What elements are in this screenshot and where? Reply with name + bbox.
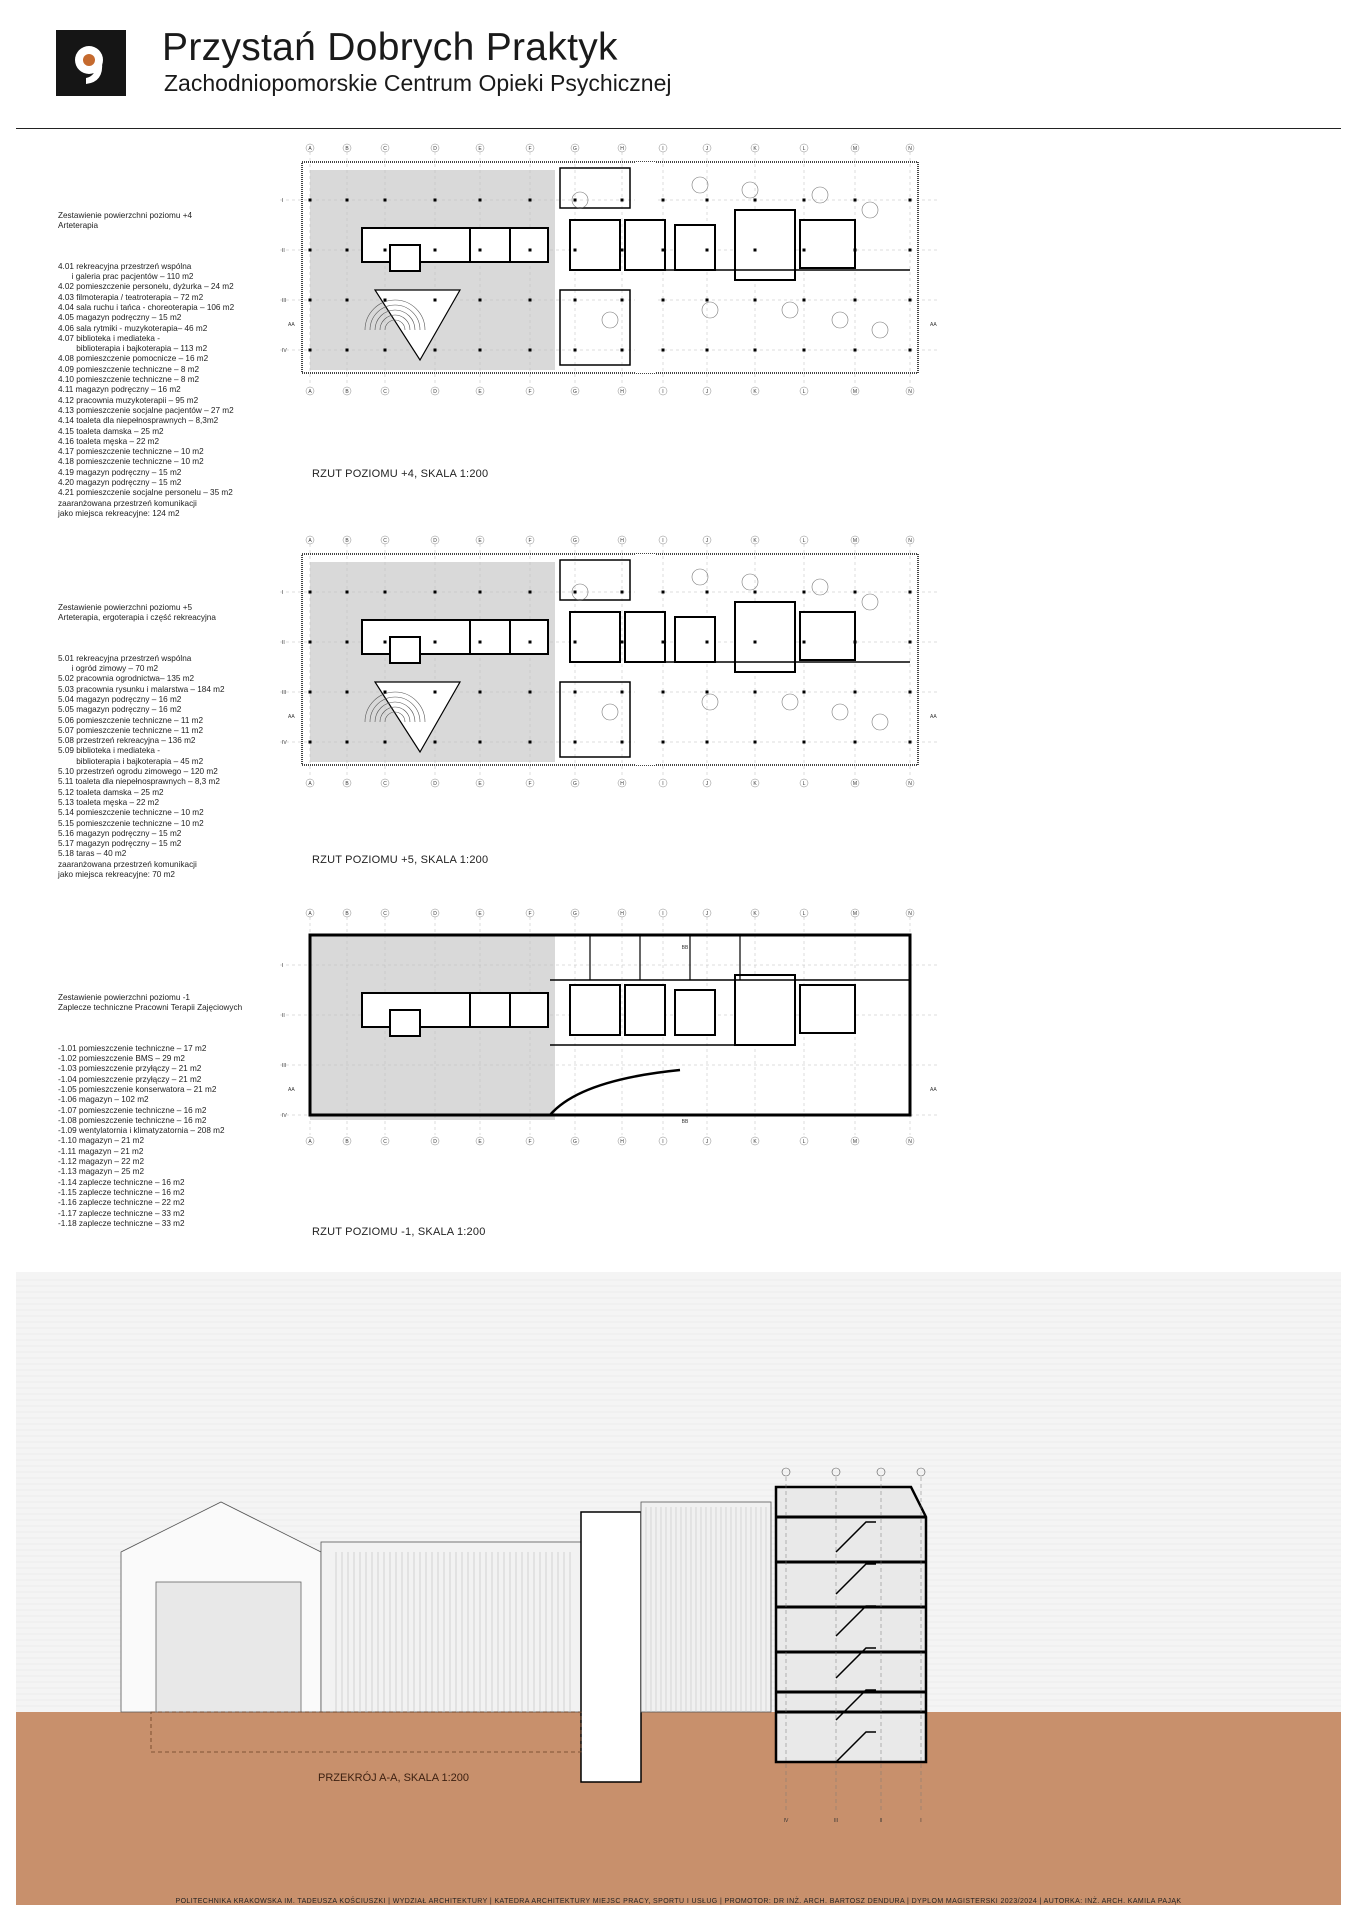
grid-axis-label: G <box>573 911 577 917</box>
structural-column <box>621 591 624 594</box>
section-marker: AA <box>930 322 937 328</box>
section-axis-label: IV <box>783 1818 789 1824</box>
level4-heading: Zestawienie powierzchni poziomu +4 Arteterapia <box>58 210 193 230</box>
structural-column <box>854 199 857 202</box>
grid-axis-label: B <box>345 781 349 787</box>
structural-column <box>621 349 624 352</box>
structural-column <box>662 591 665 594</box>
grid-axis-label: K <box>753 389 757 395</box>
structural-column <box>529 691 532 694</box>
grid-axis-label: I <box>662 538 664 544</box>
grid-axis-label: N <box>908 538 912 544</box>
structural-column <box>479 349 482 352</box>
structural-column <box>346 299 349 302</box>
grid-axis-label: B <box>345 146 349 152</box>
structural-column <box>754 299 757 302</box>
grid-axis-label: A <box>308 1139 312 1145</box>
structural-column <box>854 741 857 744</box>
grid-axis-label: C <box>383 781 387 787</box>
grid-axis-label: D <box>433 1139 437 1145</box>
room-wall <box>510 993 548 1027</box>
structural-column <box>529 641 532 644</box>
structural-column <box>574 249 577 252</box>
structural-column <box>803 299 806 302</box>
structural-column <box>529 349 532 352</box>
section-drawing <box>16 1272 1341 1905</box>
section-marker: BB <box>681 945 689 951</box>
grid-axis-label: F <box>528 1139 532 1145</box>
structural-column <box>754 199 757 202</box>
structural-column <box>909 199 912 202</box>
grid-axis-label: C <box>383 1139 387 1145</box>
grid-axis-label: K <box>753 911 757 917</box>
structural-column <box>574 741 577 744</box>
structural-column <box>803 349 806 352</box>
furniture-table <box>862 202 878 218</box>
grid-axis-label: M <box>852 911 858 917</box>
structural-column <box>854 591 857 594</box>
grid-row-label: IV <box>282 1113 287 1119</box>
grid-axis-label: C <box>383 389 387 395</box>
structural-column <box>854 249 857 252</box>
grid-axis-label: F <box>528 538 532 544</box>
structural-column <box>621 691 624 694</box>
structural-column <box>803 691 806 694</box>
grid-row-label: IV <box>282 740 287 746</box>
room-wall <box>560 290 630 365</box>
section-aa <box>16 1272 1341 1905</box>
grid-axis-label: A <box>308 389 312 395</box>
grid-axis-label: M <box>852 389 858 395</box>
structural-column <box>621 641 624 644</box>
furniture-table <box>742 182 758 198</box>
grid-axis-label: A <box>308 781 312 787</box>
structural-column <box>574 691 577 694</box>
grid-axis-label: J <box>705 538 709 544</box>
grid-axis-label: C <box>383 146 387 152</box>
room-wall <box>560 168 630 208</box>
grid-axis-label: N <box>908 146 912 152</box>
structural-column <box>574 641 577 644</box>
room-wall <box>570 985 620 1035</box>
grid-axis-label: I <box>662 389 664 395</box>
plan-level5 <box>280 532 1100 852</box>
structural-column <box>909 349 912 352</box>
structural-column <box>346 741 349 744</box>
structural-column <box>803 641 806 644</box>
furniture-table <box>692 569 708 585</box>
furniture-table <box>832 704 848 720</box>
structural-column <box>909 691 912 694</box>
structural-column <box>706 691 709 694</box>
furniture-table <box>862 594 878 610</box>
grid-axis-label: N <box>908 781 912 787</box>
room-wall <box>470 620 510 654</box>
furniture-table <box>602 312 618 328</box>
grid-axis-label: A <box>308 146 312 152</box>
room-wall <box>675 990 715 1035</box>
grid-axis-label: E <box>478 781 482 787</box>
section-marker: AA <box>288 1087 295 1093</box>
structural-column <box>854 641 857 644</box>
structural-column <box>854 691 857 694</box>
furniture-table <box>702 302 718 318</box>
curved-wall <box>550 1070 680 1115</box>
grid-axis-label: H <box>620 781 624 787</box>
structural-column <box>754 349 757 352</box>
structural-column <box>309 691 312 694</box>
level4-area-list <box>58 190 234 530</box>
grid-axis-label: J <box>705 781 709 787</box>
grid-axis-label: M <box>852 781 858 787</box>
structural-column <box>854 349 857 352</box>
structural-column <box>384 741 387 744</box>
section-marker: BB <box>681 1119 689 1125</box>
structural-column <box>309 249 312 252</box>
grid-axis-label: L <box>802 146 806 152</box>
grid-axis-label: B <box>345 389 349 395</box>
grid-axis-label: N <box>908 389 912 395</box>
floor-plan-level5 <box>280 532 1100 852</box>
structural-column <box>574 199 577 202</box>
structural-column <box>854 299 857 302</box>
structural-column <box>529 199 532 202</box>
grid-axis-label: E <box>478 911 482 917</box>
levelm1-caption: RZUT POZIOMU -1, SKALA 1:200 <box>312 1226 486 1238</box>
structural-column <box>574 591 577 594</box>
grid-axis-label: N <box>908 911 912 917</box>
grid-axis-label: G <box>573 1139 577 1145</box>
structural-column <box>754 741 757 744</box>
structural-column <box>706 299 709 302</box>
grid-axis-label: H <box>620 389 624 395</box>
grid-axis-label: A <box>308 911 312 917</box>
levelm1-items: -1.01 pomieszczenie techniczne – 17 m2 -1.02 pomieszczenie BMS – 29 m2 -1.03 pomieszczenie przyłączy – 21 m2 -1.04 pomieszczenie przyłączy – 21 m2 -1.05 pomieszczenie konserwatora – 21 m2 -1.06 magazyn – 102 m2 -1.07 pomieszczenie techniczne – 16 m2 -1.08 pomieszczenie techniczne – 16 m2 -1.09 wentylatornia i klimatyzatornia – 208 m2 -1.10 magazyn – 21 m2 -1.11 magazyn – 21 m2 -1.12 magazyn – 22 m2 -1.13 magazyn – 25 m2 -1.14 zaplecze techniczne – 16 m2 -1.15 zaplecze techniczne – 16 m2 -1.16 zaplecze techniczne – 22 m2 -1.17 zaplecze techniczne – 33 m2 -1.18 zaplecze techniczne – 33 m2 <box>58 1043 225 1228</box>
structural-column <box>662 349 665 352</box>
header-divider <box>16 128 1341 129</box>
grid-axis-label: M <box>852 538 858 544</box>
room-wall <box>735 975 795 1045</box>
grid-axis-label: I <box>662 146 664 152</box>
levelm1-area-list <box>58 972 242 1239</box>
room-wall <box>560 682 630 757</box>
grid-axis-label: J <box>705 1139 709 1145</box>
grid-axis-label: G <box>573 146 577 152</box>
structural-column <box>434 741 437 744</box>
grid-row-label: I <box>282 963 284 969</box>
structural-column <box>309 349 312 352</box>
structural-column <box>346 691 349 694</box>
section-marker: AA <box>288 322 295 328</box>
section-cut-building <box>776 1487 926 1762</box>
section-marker: AA <box>288 714 295 720</box>
room-wall <box>510 620 548 654</box>
grid-axis-label: M <box>852 146 858 152</box>
structural-column <box>479 641 482 644</box>
structural-column <box>434 199 437 202</box>
grid-axis-label: C <box>383 538 387 544</box>
logo <box>56 30 126 96</box>
structural-column <box>754 591 757 594</box>
grid-axis-label: D <box>433 538 437 544</box>
grid-axis-label: H <box>620 911 624 917</box>
structural-column <box>621 299 624 302</box>
structural-column <box>309 299 312 302</box>
structural-column <box>434 691 437 694</box>
level5-heading: Zestawienie powierzchni poziomu +5 Arteterapia, ergoterapia i część rekreacyjna <box>58 602 216 622</box>
structural-column <box>909 249 912 252</box>
room-wall <box>470 228 510 262</box>
furniture-table <box>782 694 798 710</box>
grid-axis-label: B <box>345 1139 349 1145</box>
furniture-table <box>872 714 888 730</box>
structural-column <box>909 641 912 644</box>
grid-axis-label: E <box>478 389 482 395</box>
section-caption: PRZEKRÓJ A-A, SKALA 1:200 <box>318 1772 470 1784</box>
structural-column <box>706 249 709 252</box>
room-wall <box>800 220 855 268</box>
structural-column <box>346 641 349 644</box>
plan-level4 <box>280 140 1100 460</box>
level5-items: 5.01 rekreacyjna przestrzeń wspólna i ogród zimowy – 70 m2 5.02 pracownia ogrodnictwa– 135 m2 5.03 pracownia rysunku i malarstwa – 184 m2 5.04 magazyn podręczny – 16 m2 5.05 magazyn podręczny – 16 m2 5.06 pomieszczenie techniczne – 11 m2 5.07 pomieszczenie techniczne – 11 m2 5.08 przestrzeń rekreacyjna – 136 m2 5.09 biblioteka i mediateka - biblioterapia i bajkoterapia – 45 m2 5.10 przestrzeń ogrodu zimowego – 120 m2 5.11 toaleta dla niepełnosprawnych – 8,3 m2 5.12 toaleta damska – 25 m2 5.13 toaleta męska – 22 m2 5.14 pomieszczenie techniczne – 10 m2 5.15 pomieszczenie techniczne – 10 m2 5.16 magazyn podręczny – 15 m2 5.17 magazyn podręczny – 15 m2 5.18 taras – 40 m2 zaaranżowana przestrzeń komunikacji jako miejsca rekreacyjne: 70 m2 <box>58 653 225 880</box>
grid-axis-label: J <box>705 146 709 152</box>
vertical-core <box>581 1512 641 1782</box>
grid-axis-label: D <box>433 389 437 395</box>
level4-caption: RZUT POZIOMU +4, SKALA 1:200 <box>312 468 489 480</box>
structural-column <box>384 199 387 202</box>
structural-column <box>909 299 912 302</box>
structural-column <box>621 199 624 202</box>
structural-column <box>529 249 532 252</box>
grid-axis-label: L <box>802 538 806 544</box>
grid-axis-label: A <box>308 538 312 544</box>
structural-column <box>434 591 437 594</box>
structural-column <box>384 591 387 594</box>
page-subtitle: Zachodniopomorskie Centrum Opieki Psychicznej <box>164 70 672 96</box>
room-wall <box>625 612 665 662</box>
grid-axis-label: G <box>573 389 577 395</box>
structural-column <box>384 691 387 694</box>
grid-axis-label: F <box>528 781 532 787</box>
grid-axis-label: K <box>753 146 757 152</box>
structural-column <box>384 641 387 644</box>
grid-row-label: II <box>282 640 285 646</box>
grid-axis-label: J <box>705 389 709 395</box>
grid-axis-label: D <box>433 781 437 787</box>
structural-column <box>909 741 912 744</box>
structural-column <box>346 591 349 594</box>
room-wall <box>570 612 620 662</box>
grid-row-label: II <box>282 1013 285 1019</box>
grid-row-label: III <box>282 690 287 696</box>
grid-axis-label: H <box>620 146 624 152</box>
section-axis-label: III <box>833 1818 839 1824</box>
structural-column <box>621 249 624 252</box>
structural-column <box>803 249 806 252</box>
structural-column <box>309 591 312 594</box>
grid-axis-label: G <box>573 538 577 544</box>
grid-axis-label: C <box>383 911 387 917</box>
furniture-table <box>602 704 618 720</box>
structural-column <box>662 299 665 302</box>
section-marker: AA <box>930 714 937 720</box>
plan-level-minus1 <box>280 905 1100 1225</box>
grid-axis-label: E <box>478 538 482 544</box>
grid-axis-label: H <box>620 1139 624 1145</box>
structural-column <box>479 691 482 694</box>
footer-credits: POLITECHNIKA KRAKOWSKA IM. TADEUSZA KOŚCIUSZKI | WYDZIAŁ ARCHITEKTURY | KATEDRA ARCHITEKTURY MIEJSC PRACY, SPORTU I USŁUG | PROMOTOR: DR INŻ. ARCH. BARTOSZ DENDURA | DYPLOM MAGISTERSKI 2023/2024 | AUTORKA: INŻ. ARCH. KAMILA PAJĄK <box>175 1898 1182 1905</box>
section-axis-label: I <box>920 1818 922 1824</box>
structural-column <box>662 691 665 694</box>
furniture-table <box>872 322 888 338</box>
structural-column <box>346 199 349 202</box>
structural-column <box>479 249 482 252</box>
structural-column <box>754 691 757 694</box>
grid-row-label: IV <box>282 348 287 354</box>
grid-row-label: III <box>282 1063 287 1069</box>
structural-column <box>384 299 387 302</box>
structural-column <box>754 641 757 644</box>
floor-plan-level-minus1 <box>280 905 1100 1225</box>
structural-column <box>706 641 709 644</box>
level4-items: 4.01 rekreacyjna przestrzeń wspólna i galeria prac pacjentów – 110 m2 4.02 pomieszczenie personelu, dyżurka – 24 m2 4.03 filmoterapia / teatroterapia – 72 m2 4.04 sala ruchu i tańca - choreoterapia – 106 m2 4.05 magazyn podręczny – 15 m2 4.06 sala rytmiki - muzykoterapia– 46 m2 4.07 biblioteka i mediateka - biblioterapia i bajkoterapia – 113 m2 4.08 pomieszczenie pomocnicze – 16 m2 4.09 pomieszczenie techniczne – 8 m2 4.10 pomieszczenie techniczne – 8 m2 4.11 magazyn podręczny – 16 m2 4.12 pracownia muzykoterapii – 95 m2 4.13 pomieszczenie socjalne pacjentów – 27 m2 4.14 toaleta dla niepełnosprawnych – 8,3m2 4.15 toaleta damska – 25 m2 4.16 toaleta męska – 22 m2 4.17 pomieszczenie techniczne – 10 m2 4.18 pomieszczenie techniczne – 10 m2 4.19 magazyn podręczny – 15 m2 4.20 magazyn podręczny – 15 m2 4.21 pomieszczenie socjalne personelu – 35 m2 zaaranżowana przestrzeń komunikacji jako miejsca rekreacyjne: 124 m2 <box>58 261 235 518</box>
levelm1-heading: Zestawienie powierzchni poziomu -1 Zaplecze techniczne Pracowni Terapii Zajęciowych <box>58 992 243 1012</box>
room-wall <box>470 993 510 1027</box>
room-wall <box>675 617 715 662</box>
grid-axis-label: K <box>753 1139 757 1145</box>
structural-column <box>434 299 437 302</box>
header <box>0 0 1357 130</box>
structural-column <box>384 349 387 352</box>
structural-column <box>706 741 709 744</box>
room-wall <box>570 220 620 270</box>
structural-column <box>574 299 577 302</box>
grid-axis-label: L <box>802 781 806 787</box>
room-wall <box>675 225 715 270</box>
room-wall <box>390 637 420 663</box>
grid-axis-label: F <box>528 146 532 152</box>
structural-column <box>803 591 806 594</box>
structural-column <box>574 349 577 352</box>
structural-column <box>529 299 532 302</box>
structural-column <box>621 741 624 744</box>
room-wall <box>510 228 548 262</box>
structural-column <box>346 349 349 352</box>
structural-column <box>662 249 665 252</box>
grid-row-label: II <box>282 248 285 254</box>
structural-column <box>662 741 665 744</box>
structural-column <box>706 591 709 594</box>
structural-column <box>803 199 806 202</box>
structural-column <box>909 591 912 594</box>
furniture-table <box>702 694 718 710</box>
grid-axis-label: I <box>662 911 664 917</box>
room-wall <box>560 560 630 600</box>
room-wall <box>800 985 855 1033</box>
floor-plan-level4 <box>280 140 1100 460</box>
structural-column <box>529 591 532 594</box>
grid-axis-label: I <box>662 781 664 787</box>
structural-column <box>384 249 387 252</box>
structural-column <box>803 741 806 744</box>
structural-column <box>479 199 482 202</box>
grid-axis-label: N <box>908 1139 912 1145</box>
grid-axis-label: G <box>573 781 577 787</box>
grid-axis-label: F <box>528 389 532 395</box>
section-marker: AA <box>930 1087 937 1093</box>
grid-axis-label: B <box>345 911 349 917</box>
grid-axis-label: F <box>528 911 532 917</box>
grid-axis-label: H <box>620 538 624 544</box>
room-wall <box>390 1010 420 1036</box>
logo-mark-icon <box>56 30 126 96</box>
structural-column <box>479 591 482 594</box>
furniture-table <box>812 187 828 203</box>
structural-column <box>662 641 665 644</box>
room-wall <box>800 612 855 660</box>
grid-axis-label: K <box>753 781 757 787</box>
furniture-table <box>812 579 828 595</box>
structural-column <box>434 641 437 644</box>
furniture-table <box>742 574 758 590</box>
structural-column <box>529 741 532 744</box>
room-wall <box>390 245 420 271</box>
section-axis-label: II <box>879 1818 883 1824</box>
grid-axis-label: D <box>433 146 437 152</box>
furniture-table <box>782 302 798 318</box>
grid-axis-label: D <box>433 911 437 917</box>
structural-column <box>662 199 665 202</box>
structural-column <box>309 199 312 202</box>
structural-column <box>479 299 482 302</box>
structural-column <box>754 249 757 252</box>
furniture-table <box>692 177 708 193</box>
structural-column <box>309 641 312 644</box>
grid-axis-label: L <box>802 389 806 395</box>
grid-row-label: I <box>282 198 284 204</box>
grid-axis-label: B <box>345 538 349 544</box>
structural-column <box>309 741 312 744</box>
grid-axis-label: M <box>852 1139 858 1145</box>
room-wall <box>625 985 665 1035</box>
structural-column <box>706 199 709 202</box>
grid-row-label: I <box>282 590 284 596</box>
furniture-table <box>832 312 848 328</box>
room-wall <box>625 220 665 270</box>
structural-column <box>434 349 437 352</box>
level5-area-list <box>58 582 225 891</box>
structural-column <box>434 249 437 252</box>
grid-axis-label: L <box>802 911 806 917</box>
grid-axis-label: K <box>753 538 757 544</box>
level5-caption: RZUT POZIOMU +5, SKALA 1:200 <box>312 854 489 866</box>
structural-column <box>346 249 349 252</box>
structural-column <box>479 741 482 744</box>
page-title: Przystań Dobrych Praktyk <box>162 26 618 69</box>
ground-section <box>16 1712 1341 1905</box>
grid-axis-label: J <box>705 911 709 917</box>
grid-row-label: III <box>282 298 287 304</box>
grid-axis-label: L <box>802 1139 806 1145</box>
structural-column <box>706 349 709 352</box>
grid-axis-label: E <box>478 146 482 152</box>
grid-axis-label: I <box>662 1139 664 1145</box>
existing-building-facade <box>156 1582 301 1712</box>
grid-axis-label: E <box>478 1139 482 1145</box>
